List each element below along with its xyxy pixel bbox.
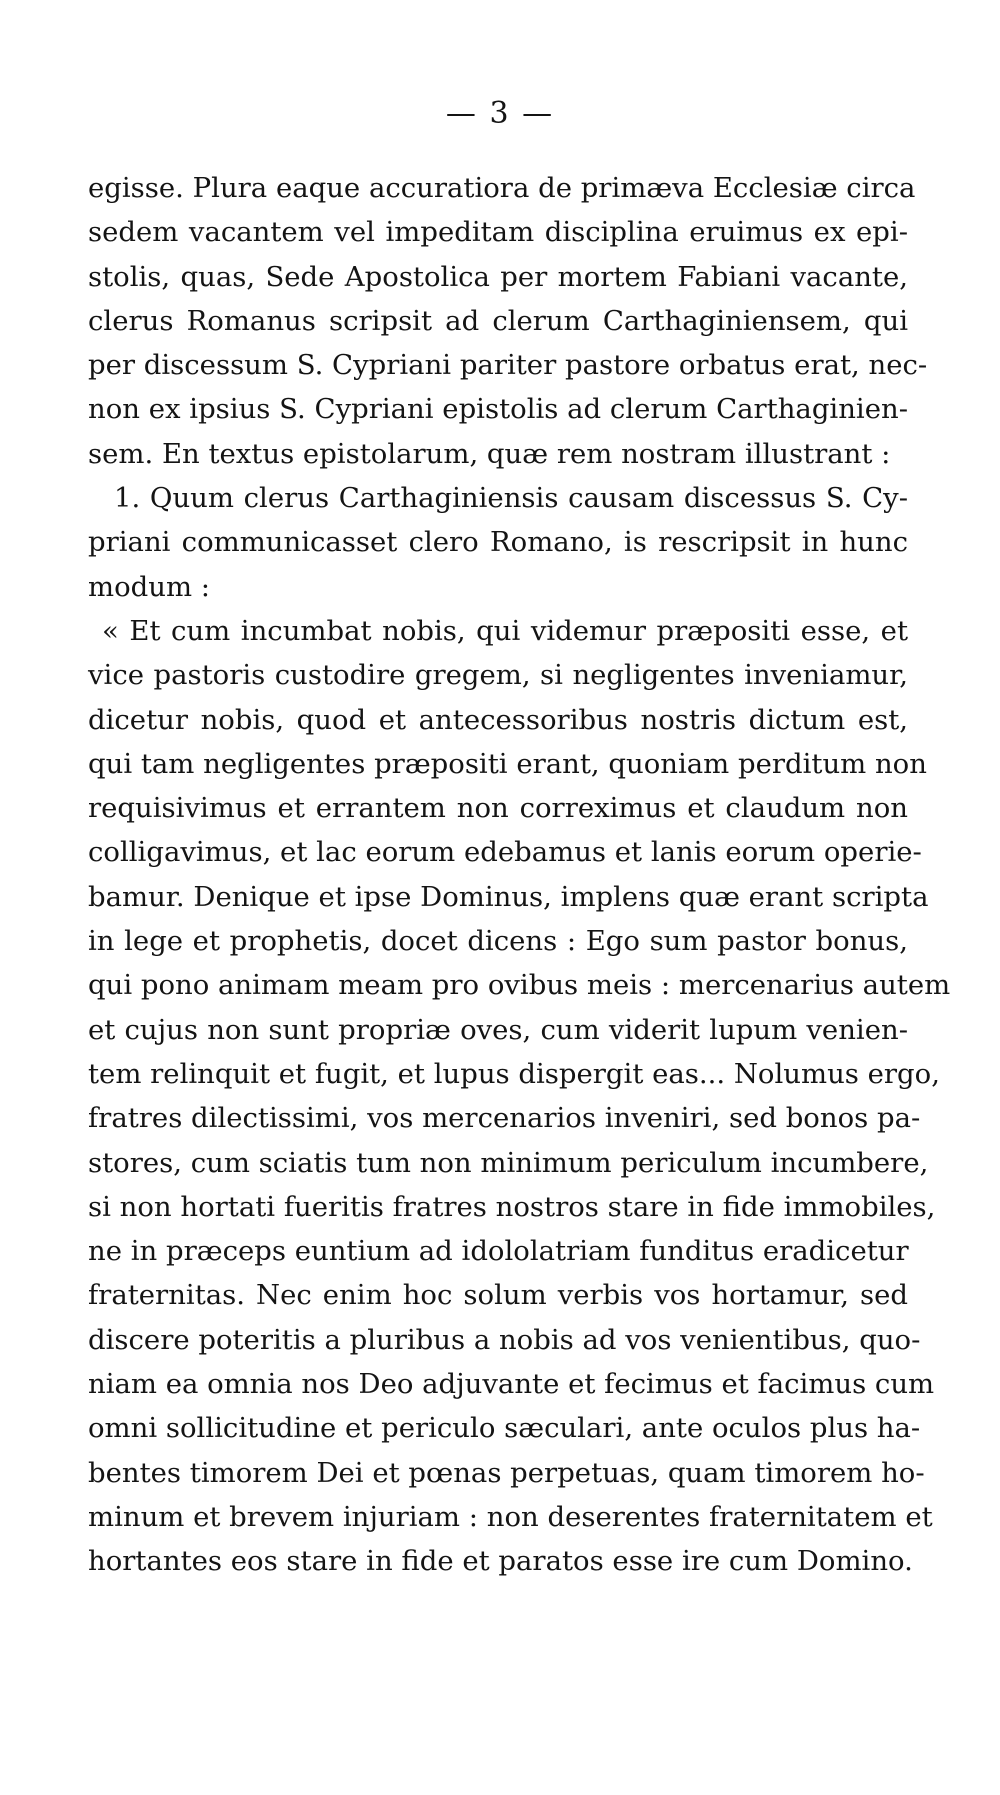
- text-line: et cujus non sunt propriæ oves, cum viderit lupum venien-: [88, 1013, 908, 1046]
- text-line: minum et brevem injuriam : non deserentes fraternitatem et: [88, 1500, 933, 1533]
- text-line: niam ea omnia nos Deo adjuvante et fecimus et facimus cum: [88, 1368, 935, 1401]
- text-line: sem. En textus epistolarum, quæ rem nostram illustrant :: [88, 437, 891, 470]
- text-line: requisivimus et errantem non correximus et claudum non: [88, 792, 908, 825]
- text-line: bamur. Denique et ipse Dominus, implens quæ erant scripta: [88, 880, 929, 913]
- text-line: fratres dilectissimi, vos mercenarios inveniri, sed bonos pa-: [88, 1102, 921, 1135]
- text-line: qui pono animam meam pro ovibus meis : mercenarius autem: [88, 969, 951, 1002]
- text-line: bentes timorem Dei et pœnas perpetuas, quam timorem ho-: [88, 1456, 925, 1489]
- text-line: egisse. Plura eaque accuratiora de primæva Ecclesiæ circa: [88, 172, 916, 204]
- text-line: colligavimus, et lac eorum edebamus et lanis eorum operie-: [88, 836, 922, 869]
- text-line: in lege et prophetis, docet dicens : Ego sum pastor bonus,: [88, 925, 908, 958]
- text-line: fraternitas. Nec enim hoc solum verbis vos hortamur, sed: [88, 1279, 908, 1312]
- text-line: hortantes eos stare in fide et paratos esse ire cum Domino.: [88, 1545, 913, 1578]
- text-line: stores, cum sciatis tum non minimum periculum incumbere,: [88, 1146, 929, 1179]
- page-number: — 3 —: [445, 96, 555, 131]
- text-line: omni sollicitudine et periculo sæculari, ante oculos plus ha-: [88, 1412, 921, 1445]
- text-line: qui tam negligentes præpositi erant, quoniam perditum non: [88, 747, 927, 780]
- text-line: stolis, quas, Sede Apostolica per mortem Fabiani vacante,: [88, 260, 908, 293]
- text-line: non ex ipsius S. Cypriani epistolis ad clerum Carthaginien-: [88, 393, 908, 426]
- text-line: 1. Quum clerus Carthaginiensis causam discessus S. Cy-: [114, 482, 908, 515]
- text-line: « Et cum incumbat nobis, qui videmur præpositi esse, et: [102, 614, 908, 647]
- text-line: si non hortati fueritis fratres nostros stare in fide immobiles,: [88, 1190, 936, 1223]
- text-line: per discessum S. Cypriani pariter pastore orbatus erat, nec-: [88, 349, 928, 382]
- text-line: clerus Romanus scripsit ad clerum Carthaginiensem, qui: [88, 304, 908, 337]
- text-line: discere poteritis a pluribus a nobis ad vos venientibus, quo-: [88, 1323, 921, 1356]
- text-line: priani communicasset clero Romano, is rescripsit in hunc: [88, 526, 908, 559]
- text-line: tem relinquit et fugit, et lupus dispergit eas... Nolumus ergo,: [88, 1057, 940, 1090]
- text-line: ne in præceps euntium ad idololatriam funditus eradicetur: [88, 1235, 909, 1268]
- body-text: [88, 166, 951, 1584]
- text-line: modum :: [88, 570, 211, 603]
- text-line: dicetur nobis, quod et antecessoribus nostris dictum est,: [88, 703, 908, 736]
- text-line: sedem vacantem vel impeditam disciplina eruimus ex epi-: [88, 216, 908, 249]
- text-line: vice pastoris custodire gregem, si negligentes inveniamur,: [88, 659, 908, 692]
